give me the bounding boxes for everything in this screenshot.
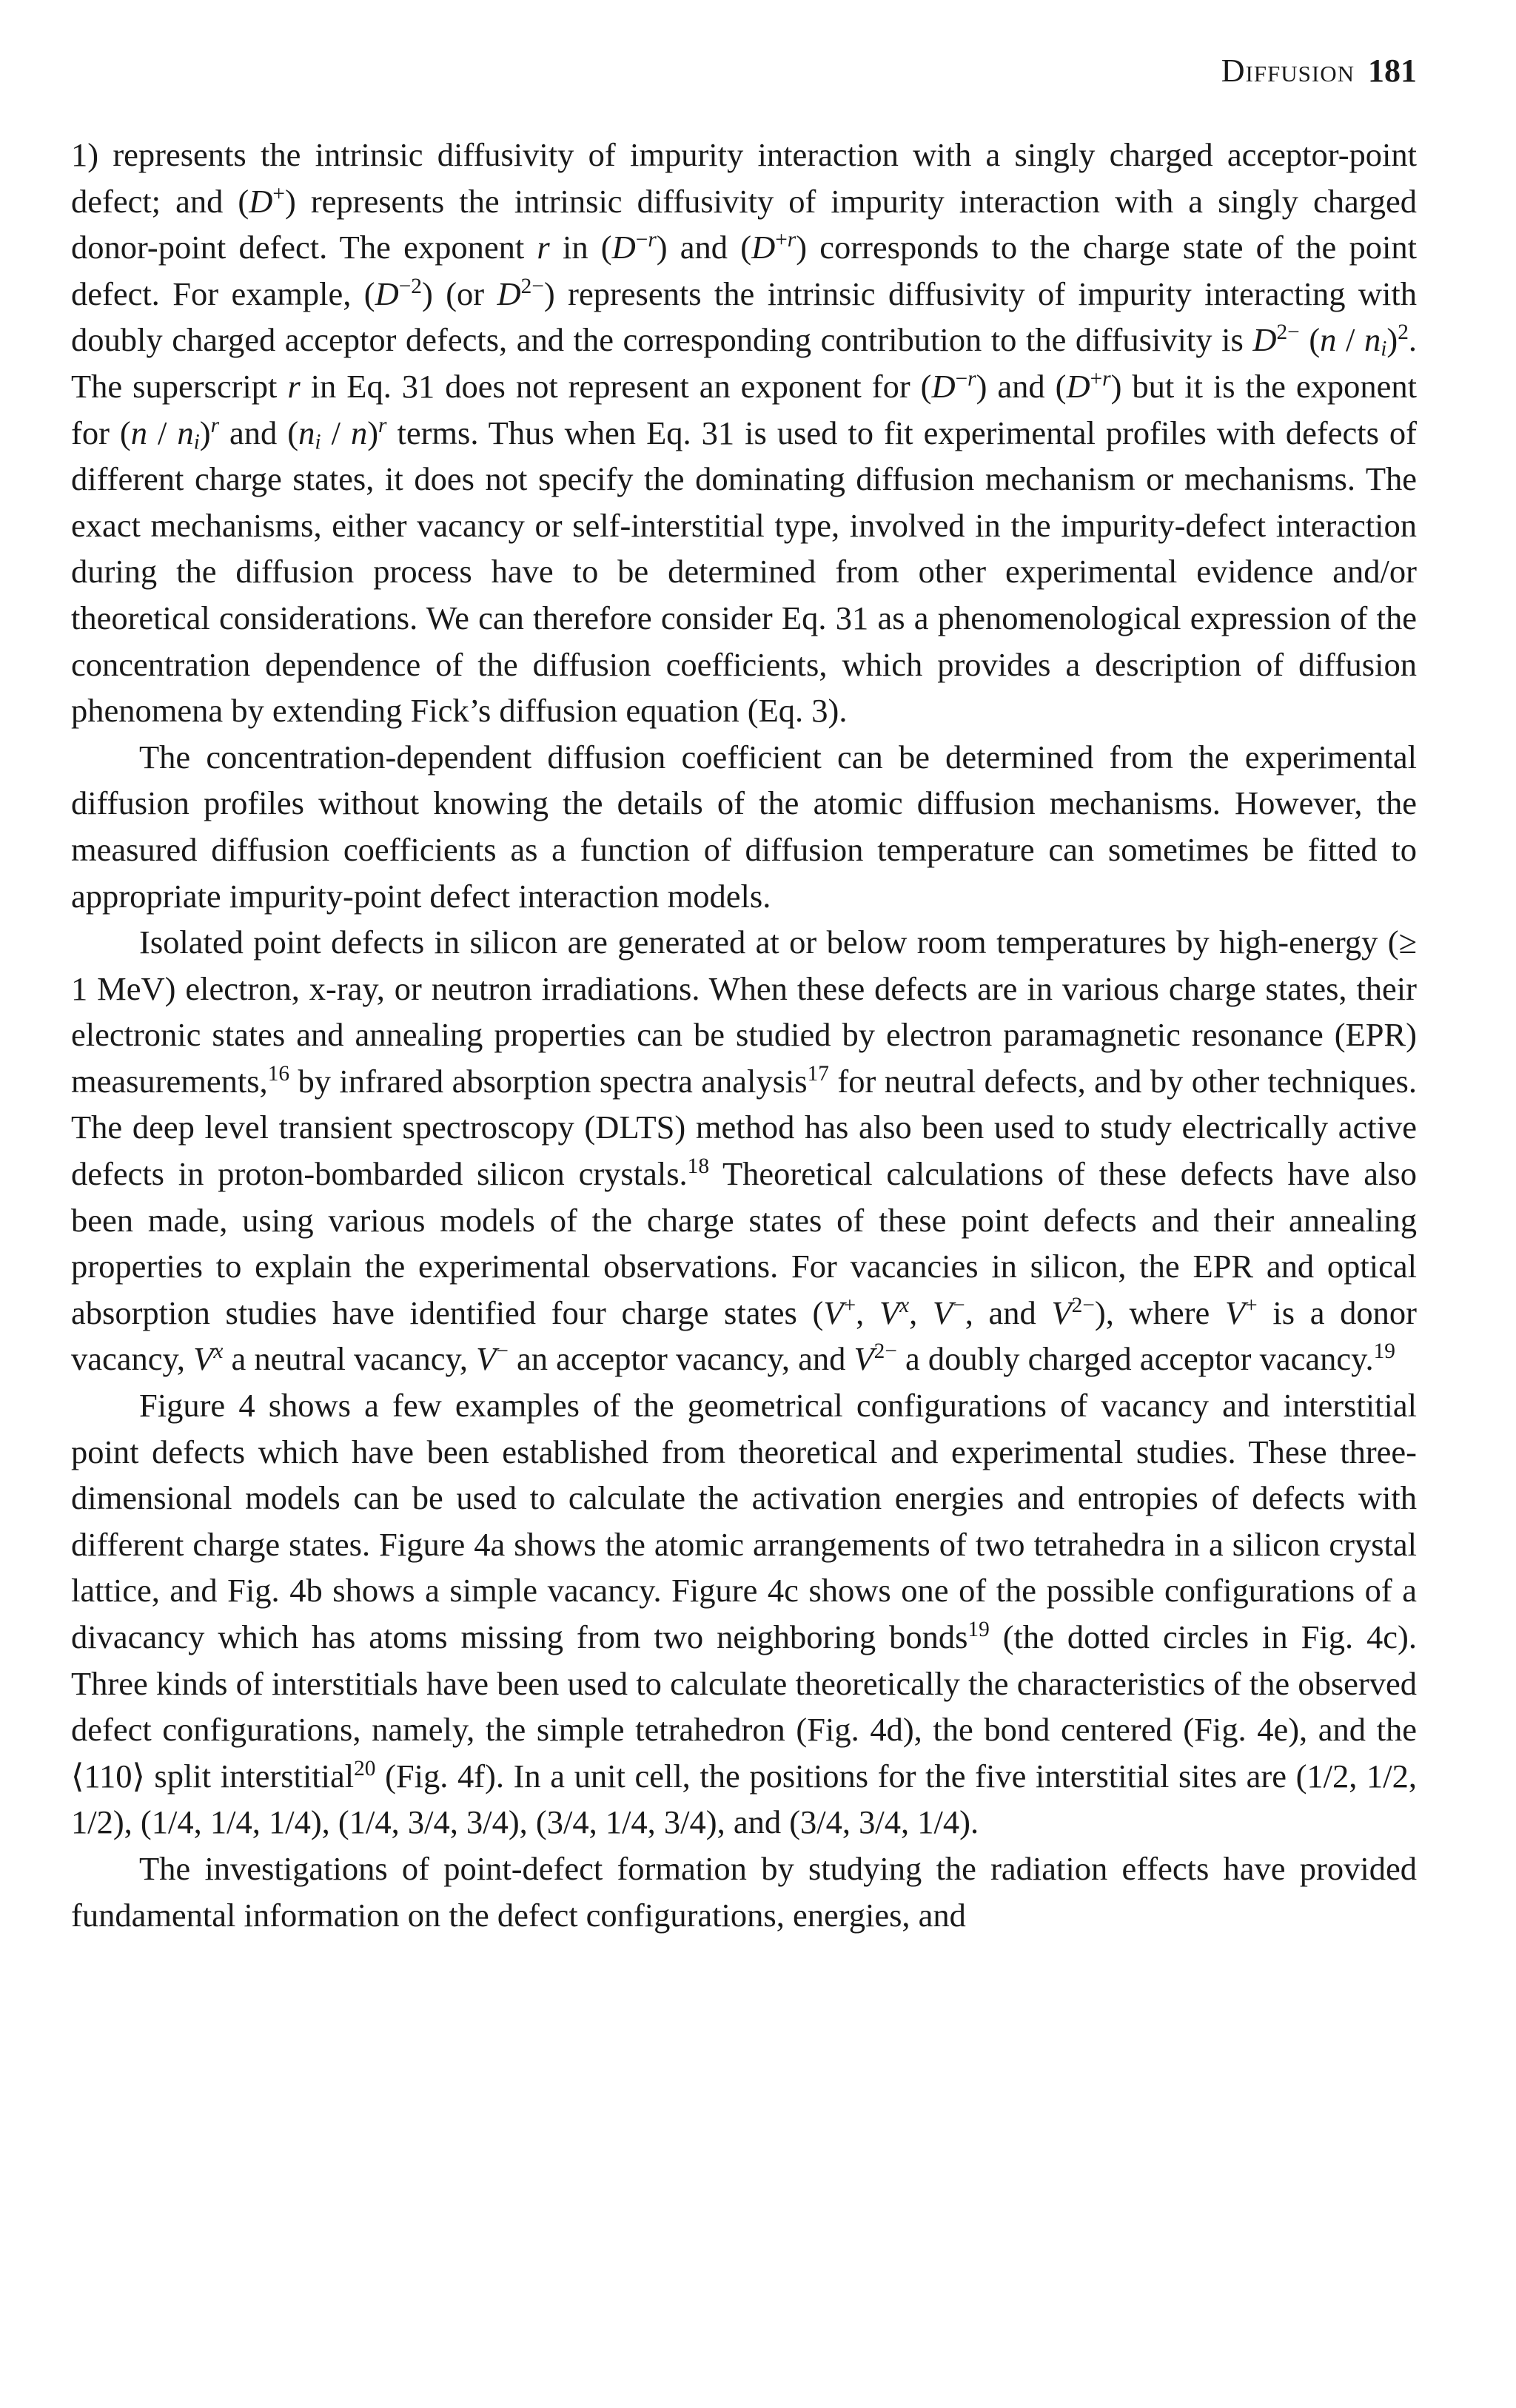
running-head: [71, 44, 1417, 98]
paragraph: Isolated point defects in silicon are generated at or below room temperatures by high-energy (≥ 1 MeV) electron, x-ray, or neutron irradiations. When these defects are in various charge states, their electronic states and annealing properties can be studied by electron paramagnetic resonance (EPR) measurements,$^{16}$ by infrared absorption spectra analysis$^{17}$ for neutral defects, and by other techniques. The deep level transient spectroscopy (DLTS) method has also been used to study electrically active defects in proton-bombarded silicon crystals.$^{18}$ Theoretical calculations of these defects have also been made, using various models of the charge states of these point defects and their annealing properties to explain the experimental observations. For vacancies in silicon, the EPR and optical absorption studies have identified four charge states (V+, $V^x$, V−, and $V^{2-}$), where V+ is a donor vacancy, $V^x$ a neutral vacancy, V− an acceptor vacancy, and $V^{2-}$ a doubly charged acceptor vacancy.$^{19}$: [71, 924, 1417, 1378]
body-text: [71, 132, 1417, 1938]
document-page: [71, 44, 1417, 1938]
paragraph: 1) represents the intrinsic diffusivity of impurity interaction with a singly charged acceptor-point defect; and (D+) represents the intrinsic diffusivity of impurity interaction with a singly charged donor-point defect. The exponent r in $(D^{-r})$ and $(D^{+r})$ corresponds to the charge state of the point defect. For example, $(D^{-2})$ (or $D^{2-}$) represents the intrinsic diffusivity of impurity interacting with doubly charged acceptor defects, and the corresponding contribution to the diffusivity is $D^{2-}$ $(n / n_i)^2$. The superscript r in Eq. 31 does not represent an exponent for $(D^{-r})$ and $(D^{+r})$ but it is the exponent for $(n / n_i)^r$ and $(n_i / n)^r$ terms. Thus when Eq. 31 is used to fit experimental profiles with defects of different charge states, it does not specify the dominating diffusion mechanism or mechanisms. The exact mechanisms, either vacancy or self-interstitial type, involved in the impurity-defect interaction during the diffusion process have to be determined from other experimental evidence and/or theoretical considerations. We can therefore consider Eq. 31 as a phenomenological expression of the concentration dependence of the diffusion coefficients, which provides a description of diffusion phenomena by extending Fick’s diffusion equation (Eq. 3).: [71, 136, 1418, 730]
page-number: 181: [1368, 53, 1417, 89]
paragraph: Figure 4 shows a few examples of the geometrical configurations of vacancy and interstitial point defects which have been established from theoretical and experimental studies. These three-dimensional models can be used to calculate the activation energies and entropies of defects with different charge states. Figure 4a shows the atomic arrangements of two tetrahedra in a silicon crystal lattice, and Fig. 4b shows a simple vacancy. Figure 4c shows one of the possible configurations of a divacancy which has atoms missing from two neighboring bonds$^{19}$ (the dotted circles in Fig. 4c). Three kinds of interstitials have been used to calculate theoretically the characteristics of the observed defect configurations, namely, the simple tetrahedron (Fig. 4d), the bond centered (Fig. 4e), and the ⟨110⟩ split interstitial$^{20}$ (Fig. 4f). In a unit cell, the positions for the five interstitial sites are (1/2, 1/2, 1/2), (1/4, 1/4, 1/4), (1/4, 3/4, 3/4), (3/4, 1/4, 3/4), and (3/4, 3/4, 1/4).: [71, 1387, 1417, 1841]
paragraph: The concentration-dependent diffusion coefficient can be determined from the experimental diffusion profiles without knowing the details of the atomic diffusion mechanisms. However, the measured diffusion coefficients as a function of diffusion temperature can sometimes be fitted to appropriate impurity-point defect interaction models.: [71, 738, 1417, 915]
paragraph: The investigations of point-defect formation by studying the radiation effects have provided fundamental information on the defect configurations, energies, and: [71, 1849, 1417, 1934]
section-title: Diffusion: [1221, 53, 1355, 89]
